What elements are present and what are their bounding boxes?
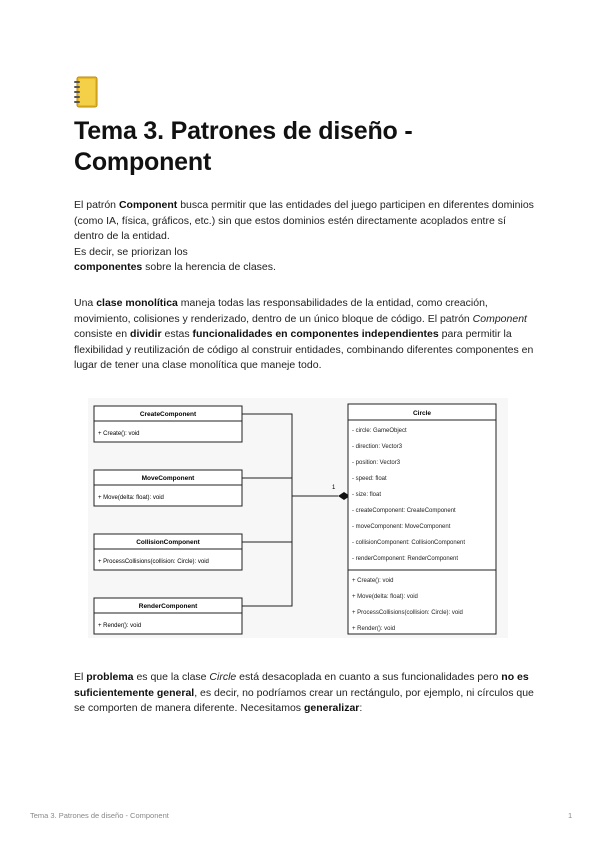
circle-class-box — [348, 404, 496, 634]
create-component-method: + Create(): void — [98, 431, 140, 437]
p1-bold-componentes: componentes — [74, 261, 143, 273]
monolithic-paragraph — [74, 296, 534, 374]
p3-text-2: es que la clase — [133, 671, 210, 683]
p2-bold-3: funcionalidades en componentes independientes — [192, 328, 439, 340]
circle-attr-1: - direction: Vector3 — [352, 444, 403, 450]
p2-text-4: estas — [161, 328, 193, 340]
title-line-1: Tema 3. Patrones de diseño - — [74, 117, 413, 145]
p3-bold-1: problema — [86, 671, 134, 683]
move-component-name: MoveComponent — [141, 475, 195, 482]
association-lines — [242, 414, 338, 606]
move-component-method: + Move(delta: float): void — [98, 495, 164, 501]
uml-diagram — [88, 398, 508, 638]
p2-text-5: para permitir la flexibilidad y reutilización de código al construir entidades, combinando diferentes componentes en lugar de tener una clase monolítica que maneje todo. — [74, 328, 534, 371]
collision-component-box — [94, 534, 242, 570]
create-component-box — [94, 406, 242, 442]
notebook-icon — [74, 76, 98, 108]
circle-attr-7: - collisionComponent: CollisionComponent — [352, 540, 466, 546]
p1-text-1: El patrón — [74, 199, 119, 211]
circle-attr-3: - speed: float — [352, 476, 387, 482]
render-component-box — [94, 598, 242, 634]
p2-bold-1: clase monolítica — [96, 297, 178, 309]
p1-text-3: Es decir, se priorizan los — [74, 245, 188, 258]
title-line-2: Component — [74, 148, 212, 176]
collision-component-method: + ProcessCollisions(collision: Circle): void — [98, 559, 209, 565]
page-title — [74, 116, 534, 178]
p3-bold-3: generalizar — [303, 702, 360, 714]
collision-component-name: CollisionComponent — [136, 539, 200, 546]
circle-attr-6: - moveComponent: MoveComponent — [352, 524, 451, 530]
circle-attr-2: - position: Vector3 — [352, 460, 401, 466]
circle-method-3: + Render(): void — [352, 626, 396, 632]
circle-attr-5: - createComponent: CreateComponent — [352, 508, 456, 514]
footer-title: Tema 3. Patrones de diseño - Component — [30, 811, 169, 820]
problem-paragraph — [74, 670, 534, 717]
p2-bold-2: dividir — [130, 328, 162, 340]
circle-attr-0: - circle: GameObject — [352, 428, 407, 434]
circle-attr-8: - renderComponent: RenderComponent — [352, 556, 459, 562]
circle-class-name: Circle — [412, 410, 432, 417]
p3-text-3: está desacoplada en cuanto a sus funcionalidades pero — [236, 671, 502, 683]
circle-method-2: + ProcessCollisions(collision: Circle): void — [352, 610, 463, 616]
p1-bold-component: Component — [118, 199, 178, 211]
render-component-method: + Render(): void — [98, 623, 142, 629]
circle-attr-4: - size: float — [352, 492, 382, 498]
p1-text-4: sobre la herencia de clases. — [142, 261, 276, 273]
p2-text-2: maneja todas las responsabilidades de la entidad, como creación, movimiento, colisiones y renderizado, dentro de un único bloque de código. El patrón — [74, 297, 488, 325]
move-component-box — [94, 470, 242, 506]
create-component-name: CreateComponent — [139, 411, 197, 418]
p3-bold-2: no es suficientemente general — [74, 671, 529, 699]
render-component-name: RenderComponent — [138, 603, 198, 610]
p2-italic-1: Component — [472, 312, 527, 325]
p2-text-3: consiste en — [74, 328, 131, 340]
circle-method-1: + Move(delta: float): void — [352, 594, 418, 600]
multiplicity-label: 1 — [332, 485, 336, 491]
p2-text-1: Una — [74, 297, 97, 309]
intro-paragraph — [74, 198, 534, 276]
p1-text-2: busca permitir que las entidades del juego participen en diferentes dominios (como IA, física, gráficos, etc.) sin que estos dominios estén directamente acoplados entre sí dentro de la entidad. — [74, 199, 534, 242]
p3-text-1: El — [74, 671, 87, 683]
p3-text-4: , es decir, no podríamos crear un rectángulo, por ejemplo, ni círculos que se comporten de manera diferente. Necesitamos — [74, 686, 534, 714]
p3-italic-1: Circle — [209, 671, 237, 683]
page-number: 1 — [568, 811, 573, 820]
circle-method-0: + Create(): void — [352, 578, 394, 584]
p3-text-5: : — [359, 702, 363, 714]
